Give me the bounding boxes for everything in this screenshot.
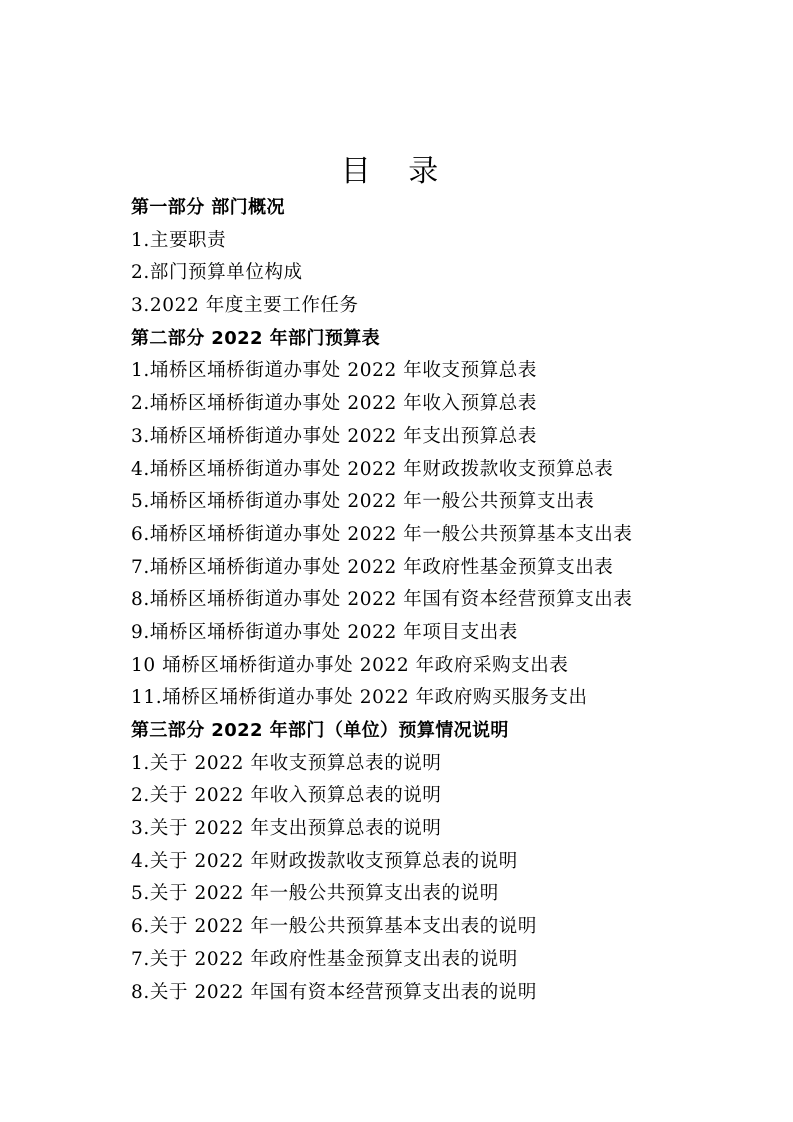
- toc-item: 7.关于 2022 年政府性基金预算支出表的说明: [131, 948, 518, 970]
- toc-item: 3.关于 2022 年支出预算总表的说明: [131, 818, 442, 840]
- toc-item: 6.关于 2022 年一般公共预算基本支出表的说明: [131, 916, 537, 938]
- toc-item: 3.2022 年度主要工作任务: [131, 295, 359, 317]
- section-heading-part-1: 第一部分 部门概况: [131, 197, 285, 218]
- toc-item: 1.主要职责: [131, 229, 227, 251]
- toc-item: 10 埇桥区埇桥街道办事处 2022 年政府采购支出表: [131, 654, 569, 676]
- toc-item: 1.关于 2022 年收支预算总表的说明: [131, 752, 442, 774]
- toc-item: 8.关于 2022 年国有资本经营预算支出表的说明: [131, 981, 537, 1003]
- toc-item: 5.关于 2022 年一般公共预算支出表的说明: [131, 883, 499, 905]
- toc-item: 4.关于 2022 年财政拨款收支预算总表的说明: [131, 850, 518, 872]
- table-of-contents: [131, 192, 691, 1009]
- toc-item: 1.埇桥区埇桥街道办事处 2022 年收支预算总表: [131, 360, 537, 382]
- toc-item: 4.埇桥区埇桥街道办事处 2022 年财政拨款收支预算总表: [131, 458, 614, 480]
- toc-item: 8.埇桥区埇桥街道办事处 2022 年国有资本经营预算支出表: [131, 589, 633, 611]
- toc-item: 2.埇桥区埇桥街道办事处 2022 年收入预算总表: [131, 393, 537, 415]
- toc-item: 9.埇桥区埇桥街道办事处 2022 年项目支出表: [131, 621, 518, 643]
- toc-item: 6.埇桥区埇桥街道办事处 2022 年一般公共预算基本支出表: [131, 523, 633, 545]
- page-title: 目 录: [340, 154, 453, 189]
- section-heading-part-3: 第三部分 2022 年部门（单位）预算情况说明: [131, 720, 509, 741]
- toc-item: 5.埇桥区埇桥街道办事处 2022 年一般公共预算支出表: [131, 491, 595, 513]
- section-heading-part-2: 第二部分 2022 年部门预算表: [131, 327, 381, 349]
- toc-item: 7.埇桥区埇桥街道办事处 2022 年政府性基金预算支出表: [131, 556, 614, 578]
- toc-item: 3.埇桥区埇桥街道办事处 2022 年支出预算总表: [131, 425, 537, 447]
- toc-item: 2.关于 2022 年收入预算总表的说明: [131, 785, 442, 807]
- toc-item: 2.部门预算单位构成: [131, 262, 303, 284]
- toc-item: 11.埇桥区埇桥街道办事处 2022 年政府购买服务支出: [131, 687, 588, 709]
